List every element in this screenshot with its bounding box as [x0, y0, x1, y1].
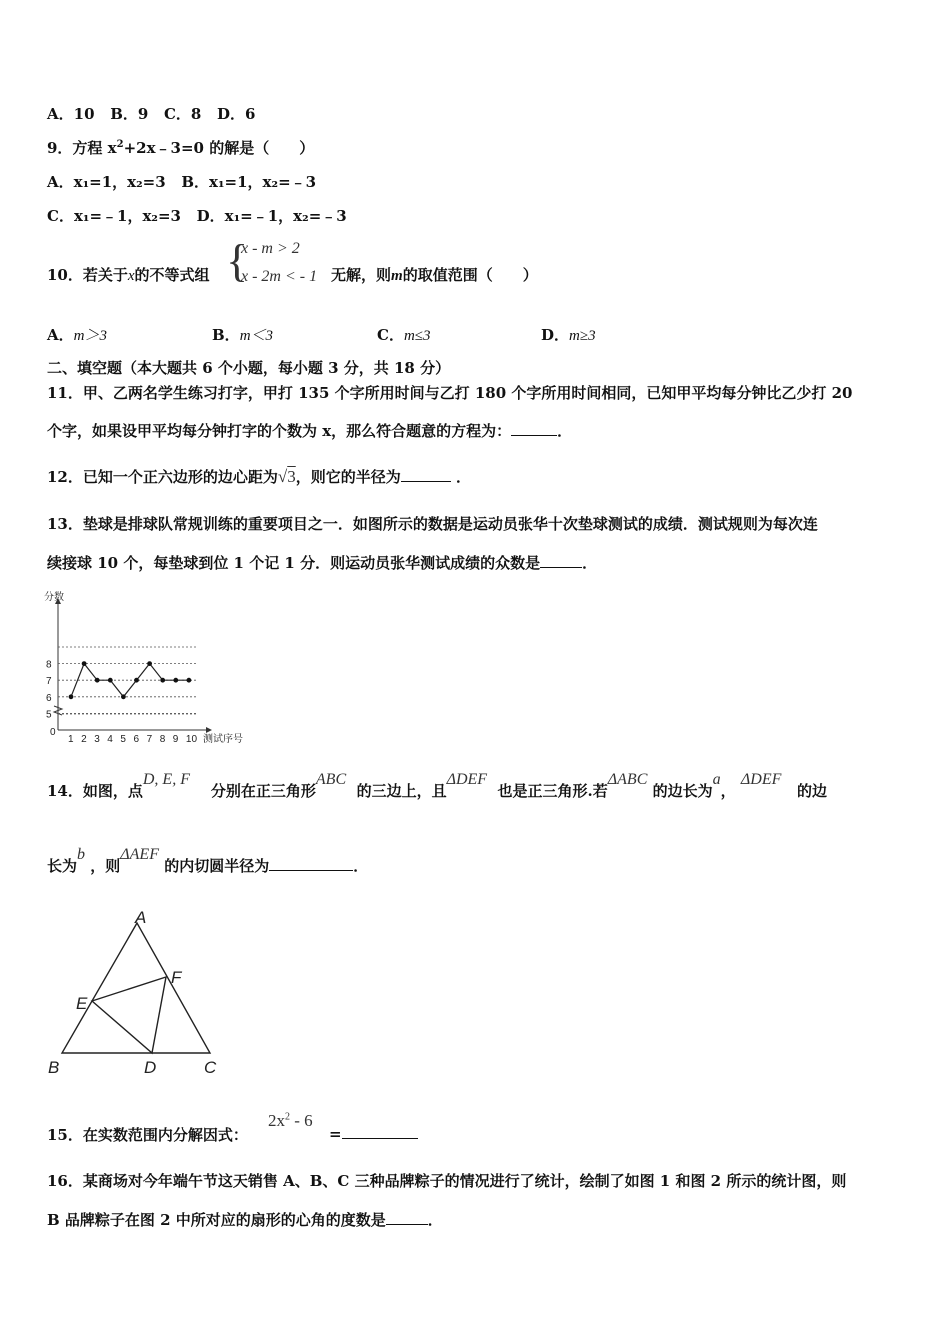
x-tick-label: 7 [146, 734, 153, 745]
sqrt-symbol: √3 [277, 467, 296, 486]
q14-triangle-figure [40, 905, 240, 1080]
score-point [82, 661, 87, 666]
x-tick-label: 6 [133, 734, 140, 745]
triangle-def [92, 977, 166, 1053]
q10-inequality-1: x - m > 2 [241, 240, 300, 257]
q16-line2: B 品牌粽子在图 2 中所对应的扇形的心角的度数是 ． [47, 1211, 443, 1229]
score-point [95, 678, 100, 683]
q9-option-b: B．x₁=1，x₂=﹣3 [181, 173, 317, 191]
label-b: B [48, 1058, 60, 1077]
x-tick-label: 8 [159, 734, 166, 745]
x-tick-label: 4 [107, 734, 113, 745]
q12-answer-blank[interactable] [401, 467, 451, 482]
q9-option-d: D．x₁=﹣1，x₂=﹣3 [196, 207, 347, 225]
q14-points-def: D, E, F [142, 771, 190, 788]
q10-option-c: C．m≤3 [377, 326, 431, 344]
q12-stem: 12．已知一个正六边形的边心距为√3，则它的半径为 ． [47, 467, 471, 486]
q14-line2: 长为b ，则ΔAEF 的内切圆半径为 ． [47, 846, 369, 875]
x-tick-label: 9 [172, 734, 179, 745]
q11-answer-blank[interactable] [511, 421, 557, 436]
y-tick-label: 5 [46, 709, 52, 721]
x-tick-label: 3 [94, 734, 100, 745]
q16-line1: 16．某商场对今年端午节这天销售 A、B、C 三种品牌粽子的情况进行了统计，绘制了如图 1 和图 2 所示的统计图，则 [47, 1172, 847, 1190]
q14-line1: 14．如图，点D, E, F 分别在正三角形ABC 的三边上，且ΔDEF 也是正三角形.若ΔABC 的边长为a， ΔDEF 的边 [47, 771, 828, 800]
label-f: F [171, 968, 182, 987]
q9-options-ab [47, 171, 316, 192]
q10-inequality-2: x - 2m < - 1 [241, 268, 318, 285]
x-tick-label: 2 [81, 734, 87, 745]
q10-option-b: B．m＜3 [212, 326, 274, 344]
q8-option-b: B．9 [110, 105, 149, 123]
q10-option-d: D．m≥3 [541, 326, 596, 344]
x-axis-arrow [206, 727, 212, 733]
q10-option-a: A．m＞3 [47, 326, 107, 344]
y-axis-label: 分数 [44, 592, 64, 603]
y-tick-label: 7 [46, 676, 52, 688]
label-a: A [135, 908, 147, 927]
q15-stem: 15．在实数范围内分解因式： [47, 1126, 248, 1144]
q13-line1: 13．垫球是排球队常规训练的重要项目之一．如图所示的数据是运动员张华十次垫球测试的成绩．测试规则为每次连 [47, 515, 818, 533]
q10-stem: 10．若关于x的不等式组 [47, 266, 210, 284]
label-d: D [144, 1058, 157, 1077]
q9-stem: 9．方程 $x^2+2x﹣3=0$ 的解是（ ） [47, 139, 315, 157]
y-tick-label: 8 [46, 659, 52, 671]
q10-stem-tail: 无解，则m的取值范围（ ） [331, 266, 538, 284]
q11-line2: 个字，如果设甲平均每分钟打字的个数为 x，那么符合题意的方程为： ． [47, 422, 573, 440]
q9-options-cd [47, 205, 347, 226]
score-point [69, 694, 74, 699]
q8-option-c: C．8 [163, 105, 202, 123]
q13-line2: 续接球 10 个，每垫球到位 1 个记 1 分．则运动员张华测试成绩的众数是 ． [47, 554, 598, 572]
q11-line1: 11．甲、乙两名学生练习打字，甲打 135 个字所用时间与乙打 180 个字所用时间相同，已知甲平均每分钟比乙少打 20 [47, 384, 853, 402]
score-point [147, 661, 152, 666]
q16-answer-blank[interactable] [386, 1210, 428, 1225]
q8-option-d: D．6 [217, 105, 256, 123]
label-e: E [76, 994, 88, 1013]
score-point [121, 694, 126, 699]
q8-options [47, 103, 256, 124]
score-point [108, 678, 113, 683]
y-tick-label: 6 [46, 692, 52, 704]
x-tick-label: 10 [185, 734, 198, 745]
section2-title: 二、填空题（本大题共 6 个小题，每小题 3 分，共 18 分） [47, 359, 451, 377]
label-c: C [204, 1058, 217, 1077]
score-point [134, 678, 139, 683]
score-point [160, 678, 165, 683]
q14-answer-blank[interactable] [269, 856, 353, 871]
q9-option-a: A．x₁=1，x₂=3 [47, 173, 166, 191]
score-point [187, 678, 192, 683]
triangle-abc [62, 923, 210, 1053]
x-tick-label: 5 [120, 734, 126, 745]
q10-brace: { [226, 235, 249, 286]
q9-option-c: C．x₁=﹣1，x₂=3 [47, 207, 181, 225]
q8-option-a: A．10 [47, 105, 95, 123]
q13-answer-blank[interactable] [540, 553, 582, 568]
score-point [173, 678, 178, 683]
q15-answer: = [329, 1124, 418, 1143]
q15-expression: $2x^2 - 6$ [268, 1111, 313, 1130]
q13-score-chart [38, 586, 268, 746]
x-tick-label: 1 [68, 734, 74, 745]
score-line [71, 664, 189, 697]
q15-answer-blank[interactable] [342, 1124, 418, 1139]
origin-label: 0 [50, 727, 56, 738]
x-axis-label: 测试序号 [203, 734, 243, 745]
